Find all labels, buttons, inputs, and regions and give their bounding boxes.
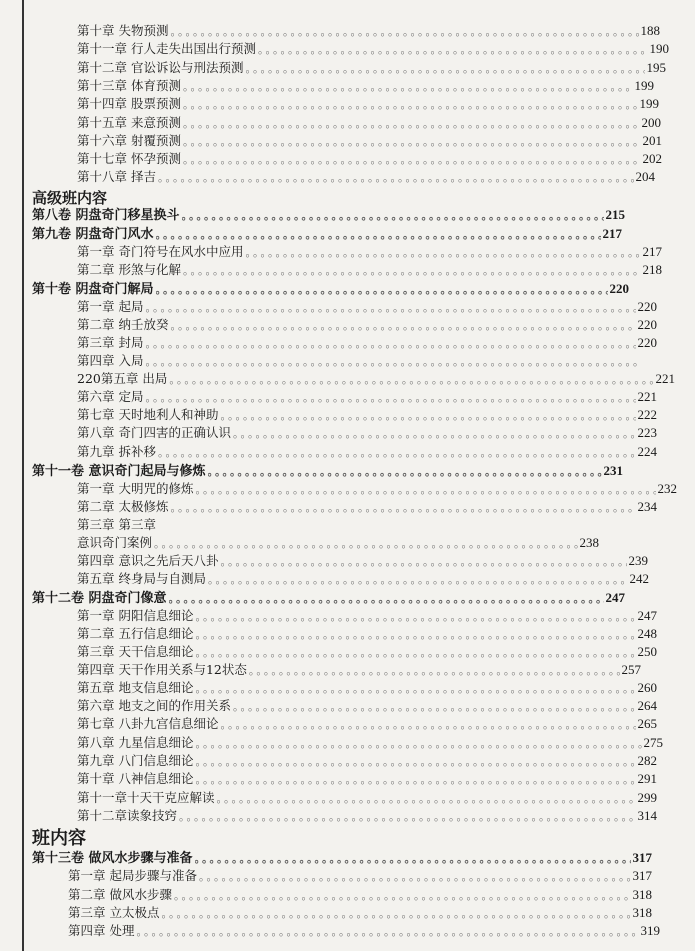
- entry-label: 第二章 太极修炼: [77, 499, 169, 514]
- leader-dots: [136, 923, 638, 941]
- leader-dots: [195, 735, 641, 753]
- page-number: 190: [649, 41, 669, 56]
- page-number: 195: [646, 60, 666, 75]
- toc-entry[interactable]: [77, 352, 642, 370]
- entry-label: 第五章 终身局与自测局: [77, 571, 206, 586]
- page-number: 248: [637, 626, 657, 641]
- volume-label: 第十卷 阴盘奇门解局: [32, 282, 154, 297]
- volume-entry[interactable]: [32, 206, 625, 224]
- page-number: 291: [637, 771, 657, 786]
- volume-label: 第十一卷 意识奇门起局与修炼: [32, 464, 206, 479]
- leader-dots: [195, 680, 635, 698]
- leader-dots: [195, 644, 635, 662]
- toc-entry[interactable]: [77, 534, 599, 552]
- page-number: 188: [640, 23, 660, 38]
- leader-dots: [220, 553, 626, 571]
- entry-label: 第十六章 射覆预测: [77, 133, 181, 148]
- toc-entry[interactable]: [77, 752, 657, 770]
- entry-label: 第三章 第三章: [77, 517, 156, 532]
- entry-label: 第十章 失物预测: [77, 23, 169, 38]
- leader-dots: [145, 389, 635, 407]
- leader-dots: [169, 371, 653, 389]
- toc-entry[interactable]: [68, 867, 652, 885]
- entry-label: 第四章 处理: [68, 923, 135, 938]
- entry-label: 第二章 形煞与化解: [77, 262, 181, 277]
- toc-entry[interactable]: [68, 886, 652, 904]
- entry-label: 第十八章 择吉: [77, 169, 156, 184]
- leader-dots: [195, 753, 635, 771]
- toc-entry[interactable]: [77, 697, 657, 715]
- entry-label: 220第五章 出局: [77, 371, 168, 386]
- page-number: 221: [655, 371, 675, 386]
- page-number: 250: [637, 644, 657, 659]
- entry-label: 第四章 入局: [77, 353, 144, 368]
- entry-label: 第六章 定局: [77, 389, 144, 404]
- entry-label: 第三章 封局: [77, 335, 144, 350]
- toc-entry[interactable]: [77, 95, 659, 113]
- leader-dots: [156, 226, 601, 244]
- entry-label: 第二章 五行信息细论: [77, 626, 194, 641]
- toc-entry[interactable]: [77, 498, 657, 516]
- toc-entry[interactable]: [77, 22, 660, 40]
- page-number: 264: [637, 698, 657, 713]
- volume-entry[interactable]: [32, 849, 652, 867]
- leader-dots: [158, 444, 636, 462]
- toc-entry[interactable]: [77, 734, 663, 752]
- entry-label: 第十二章 官讼诉讼与刑法预测: [77, 60, 244, 75]
- leader-dots: [174, 887, 631, 905]
- page-number: 217: [642, 244, 662, 259]
- leader-dots: [183, 115, 640, 133]
- entry-label: 第六章 地支之间的作用关系: [77, 698, 231, 713]
- leader-dots: [199, 868, 631, 886]
- leader-dots: [156, 281, 608, 299]
- page-number: 265: [637, 716, 657, 731]
- leader-dots: [183, 262, 641, 280]
- page-number: 200: [641, 115, 661, 130]
- leader-dots: [145, 353, 640, 371]
- entry-label: 第十二章读象技窍: [77, 808, 178, 823]
- leader-dots: [245, 244, 640, 262]
- leader-dots: [195, 626, 635, 644]
- page-number: 220: [637, 299, 657, 314]
- page-number: 247: [637, 608, 657, 623]
- entry-label: 第一章 阴阳信息细论: [77, 608, 194, 623]
- leader-dots: [249, 662, 620, 680]
- page-number: 201: [642, 133, 662, 148]
- page-number: 199: [634, 78, 654, 93]
- leader-dots: [158, 169, 634, 187]
- page-number: 217: [602, 226, 622, 241]
- page-number: 202: [642, 151, 662, 166]
- entry-label: 第九章 八门信息细论: [77, 753, 194, 768]
- volume-label: 第十三卷 做风水步骤与准备: [32, 851, 193, 866]
- leader-dots: [170, 499, 635, 517]
- leader-dots: [183, 151, 641, 169]
- volume-label: 第八卷 阴盘奇门移星换斗: [32, 208, 180, 223]
- volume-entry[interactable]: [32, 280, 629, 298]
- page-number: 318: [632, 887, 652, 902]
- page-number: 239: [628, 553, 648, 568]
- toc-entry[interactable]: [77, 570, 649, 588]
- leader-dots: [154, 535, 577, 553]
- toc-entry[interactable]: [77, 334, 657, 352]
- toc-entry[interactable]: [77, 370, 675, 388]
- page-number: 317: [632, 850, 652, 865]
- page-number: 223: [637, 425, 657, 440]
- entry-label: 第八章 奇门四害的正确认识: [77, 425, 231, 440]
- toc-entry[interactable]: [77, 243, 662, 261]
- toc-entry[interactable]: [77, 552, 648, 570]
- toc-entry[interactable]: [77, 443, 657, 461]
- toc-entry[interactable]: [77, 625, 657, 643]
- entry-label: 第三章 天干信息细论: [77, 644, 194, 659]
- leader-dots: [170, 317, 635, 335]
- entry-label: 第四章 意识之先后天八卦: [77, 553, 219, 568]
- entry-label: 第十章 八神信息细论: [77, 771, 194, 786]
- toc-entry[interactable]: [77, 607, 657, 625]
- toc-entry[interactable]: [77, 643, 657, 661]
- leader-dots: [195, 771, 635, 789]
- leader-dots: [183, 96, 638, 114]
- leader-dots: [233, 425, 636, 443]
- entry-label: 第一章 奇门符号在风水中应用: [77, 244, 244, 259]
- entry-label: 意识奇门案例: [77, 535, 153, 550]
- page-number: 242: [629, 571, 649, 586]
- entry-label: 第十七章 怀孕预测: [77, 151, 181, 166]
- entry-label: 第五章 地支信息细论: [77, 680, 194, 695]
- page-number: 247: [605, 590, 625, 605]
- toc-entry[interactable]: [77, 150, 662, 168]
- page-number: 238: [579, 535, 599, 550]
- entry-label: 第二章 做风水步骤: [68, 887, 172, 902]
- page-number: 314: [637, 808, 657, 823]
- leader-dots: [258, 41, 648, 59]
- leader-dots: [183, 78, 633, 96]
- toc-entry[interactable]: [77, 114, 661, 132]
- leader-dots: [195, 608, 635, 626]
- page-number: 222: [637, 407, 657, 422]
- page-number: 257: [621, 662, 641, 677]
- toc-entry[interactable]: [77, 661, 641, 679]
- page-number: 199: [639, 96, 659, 111]
- volume-entry[interactable]: [32, 225, 622, 243]
- volume-label: 第十二卷 阴盘奇门像意: [32, 591, 167, 606]
- entry-label: 第一章 起局: [77, 299, 144, 314]
- entry-label: 第七章 八卦九宫信息细论: [77, 716, 219, 731]
- page-number: 234: [637, 499, 657, 514]
- page-number: 319: [640, 923, 660, 938]
- section-heading-class: 班内容: [32, 828, 86, 849]
- leader-dots: [182, 207, 604, 225]
- page-number: 317: [632, 868, 652, 883]
- page-number: 220: [609, 281, 629, 296]
- toc-entry[interactable]: [77, 679, 657, 697]
- toc-entry[interactable]: [68, 904, 652, 922]
- toc-entry[interactable]: [77, 298, 657, 316]
- toc-entry[interactable]: [77, 789, 657, 807]
- entry-label: 第二章 纳壬放癸: [77, 317, 169, 332]
- leader-dots: [208, 571, 628, 589]
- leader-dots: [245, 60, 644, 78]
- entry-label: 第一章 起局步骤与准备: [68, 868, 197, 883]
- page-number: 220: [637, 317, 657, 332]
- leader-dots: [220, 716, 635, 734]
- toc-entry[interactable]: [68, 922, 660, 940]
- leader-dots: [179, 808, 635, 826]
- toc-entry[interactable]: [77, 168, 655, 186]
- page-number: 299: [637, 790, 657, 805]
- volume-entry[interactable]: [32, 589, 625, 607]
- toc-entry[interactable]: [77, 480, 677, 498]
- entry-label: 第四章 天干作用关系与12状态: [77, 662, 247, 677]
- entry-label: 第十五章 来意预测: [77, 115, 181, 130]
- entry-label: 第十三章 体育预测: [77, 78, 181, 93]
- page-number: 220: [637, 335, 657, 350]
- entry-label: 第十一章 行人走失出国出行预测: [77, 41, 256, 56]
- leader-dots: [208, 463, 602, 481]
- entry-label: 第七章 天时地利人和神助: [77, 407, 219, 422]
- page-number: 218: [642, 262, 662, 277]
- toc-entry[interactable]: [77, 40, 669, 58]
- leader-dots: [195, 850, 631, 868]
- toc-entry[interactable]: [77, 406, 657, 424]
- leader-dots: [183, 133, 641, 151]
- toc-entry[interactable]: [77, 770, 657, 788]
- leader-dots: [195, 481, 655, 499]
- page-number: 231: [603, 463, 623, 478]
- toc-entry[interactable]: [77, 807, 657, 825]
- entry-label: 第三章 立太极点: [68, 905, 160, 920]
- toc-entry[interactable]: [77, 132, 662, 150]
- entry-label: 第九章 拆补移: [77, 444, 156, 459]
- page-number: 260: [637, 680, 657, 695]
- toc-entry[interactable]: [77, 715, 657, 733]
- entry-label: 第十一章十天干克应解读: [77, 790, 215, 805]
- page-number: 224: [637, 444, 657, 459]
- page-number: 318: [632, 905, 652, 920]
- page-number: 221: [637, 389, 657, 404]
- page-number: 282: [637, 753, 657, 768]
- leader-dots: [220, 407, 635, 425]
- leader-dots: [161, 905, 630, 923]
- toc-entry[interactable]: [77, 77, 654, 95]
- volume-entry[interactable]: [32, 462, 623, 480]
- volume-label: 第九卷 阴盘奇门风水: [32, 227, 154, 242]
- toc-entry[interactable]: [77, 59, 666, 77]
- section-heading-advanced: 高级班内容: [32, 189, 108, 207]
- toc-entry[interactable]: [77, 516, 377, 534]
- entry-label: 第八章 九星信息细论: [77, 735, 194, 750]
- toc-entry[interactable]: [77, 388, 657, 406]
- page-number: 204: [635, 169, 655, 184]
- entry-label: 第十四章 股票预测: [77, 96, 181, 111]
- page-number: 215: [605, 207, 625, 222]
- page-number: 275: [643, 735, 663, 750]
- leader-dots: [169, 590, 604, 608]
- leader-dots: [217, 790, 636, 808]
- entry-label: 第一章 大明咒的修炼: [77, 481, 194, 496]
- toc-entry[interactable]: [77, 316, 657, 334]
- page-number: 232: [657, 481, 677, 496]
- leader-dots: [145, 335, 635, 353]
- toc-entry[interactable]: [77, 424, 657, 442]
- toc-entry[interactable]: [77, 261, 662, 279]
- leader-dots: [170, 23, 638, 41]
- leader-dots: [233, 698, 636, 716]
- leader-dots: [145, 299, 635, 317]
